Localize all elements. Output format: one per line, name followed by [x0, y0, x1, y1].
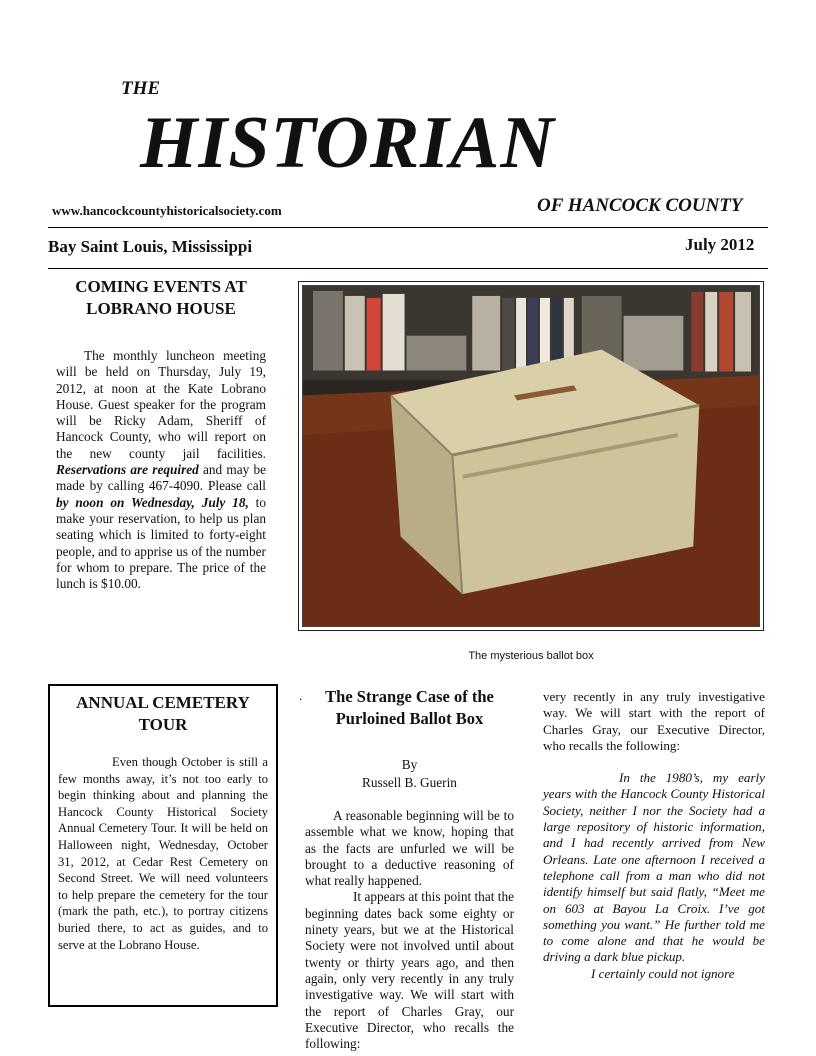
cemetery-tour-box: [48, 684, 278, 1007]
header-divider-bottom: [48, 268, 768, 269]
byline-by: By: [401, 757, 418, 772]
article-paragraph-1: A reasonable beginning will be to assemble what we know, hoping that as the facts are unfurled we will be brought to a deductive reasoning of what really happened.: [305, 808, 514, 889]
article-byline: [305, 756, 514, 792]
article-title-line2: Purloined Ballot Box: [335, 709, 484, 728]
events-text-part2: and may be made by calling 467-4090. Please call: [56, 462, 266, 494]
cemetery-heading-line1: ANNUAL CEMETERY: [76, 693, 250, 712]
events-text-part3: to make your reservation, to help us plan seating which is limited to forty-eight people, and to apprise us of the number for whom to prepare. The price of the lunch is $10.00.: [56, 494, 266, 592]
article-paragraph-2: It appears at this point that the beginning dates back some eighty or ninety years, but we at the Historical Society were not involved until about twenty or thirty years ago, and then again, only very recently in any truly investigative way. We will start with the report of Charles Gray, our Executive Director, who recalls the following:: [305, 889, 514, 1052]
article-quote: In the 1980’s, my early years with the Hancock County Historical Society, neither I nor the Society had a large repository of historic information, and I had recently arrived from New Orleans. Late one afternoon I received a telephone call from a man who did not identify himself but said flatly, “Meet me on 603 at Bayou La Croix. I’ve got something you want.” He further told me to come alone and that he would be driving a dark blue pickup.: [543, 770, 765, 965]
location-label: Bay Saint Louis, Mississippi: [48, 237, 253, 256]
coming-events-heading: [56, 276, 266, 320]
byline-author: Russell B. Guerin: [362, 775, 457, 790]
reservation-deadline: by noon on Wednesday, July 18,: [56, 494, 249, 510]
article-column-1: [299, 686, 514, 1052]
website-link[interactable]: www.hancockcountyhistoricalsociety.com: [52, 203, 282, 218]
coming-events-heading-line1: COMING EVENTS AT: [75, 277, 247, 296]
article-column-2: [543, 689, 765, 982]
article-quote-continued: I certainly could not ignore: [591, 965, 735, 981]
article-title-line1: The Strange Case of the: [325, 687, 494, 706]
header-divider-top: [48, 227, 768, 228]
cemetery-tour-text: Even though October is still a few months away, it’s not too early to begin thinking about and planning the Hancock County Historical Society Annual Cemetery Tour. It will be held on Halloween night, Wednesday, October 31, 2012, at Cedar Rest Cemetery on Second Street. We will need volunteers to help prepare the cemetery for the tour (mark the path, etc.), to portray citizens buried there, to act as guides, and to serve at the Lobrano House.: [58, 755, 268, 952]
masthead-subtitle: OF HANCOCK COUNTY: [537, 195, 743, 216]
reservations-required: Reservations are required: [56, 462, 199, 478]
issue-date: July 2012: [685, 235, 755, 254]
masthead-title: HISTORIAN: [140, 102, 555, 184]
ballot-box-photo-frame: [298, 281, 764, 631]
article-paragraph-2-continued: very recently in any truly investigative way. We will start with the report of Charles Gray, our Executive Director, who recalls the following:: [543, 689, 765, 753]
cemetery-heading-line2: TOUR: [138, 715, 188, 734]
coming-events-section: [56, 276, 266, 592]
cemetery-tour-heading: [58, 692, 268, 736]
photo-caption: The mysterious ballot box: [468, 650, 594, 662]
events-text-part1: The monthly luncheon meeting will be held on Thursday, July 19, 2012, at noon at the Kate Lobrano House. Guest speaker for the program will be Ricky Adam, Sheriff of Hancock County, who will report on the new county jail facilities.: [56, 348, 266, 461]
masthead-the: THE: [121, 78, 161, 99]
coming-events-text: [56, 348, 266, 592]
article-title: [305, 686, 514, 730]
coming-events-heading-line2: LOBRANO HOUSE: [86, 299, 236, 318]
ballot-box-photo: [302, 285, 760, 627]
article-lead-mark: .: [299, 688, 303, 703]
